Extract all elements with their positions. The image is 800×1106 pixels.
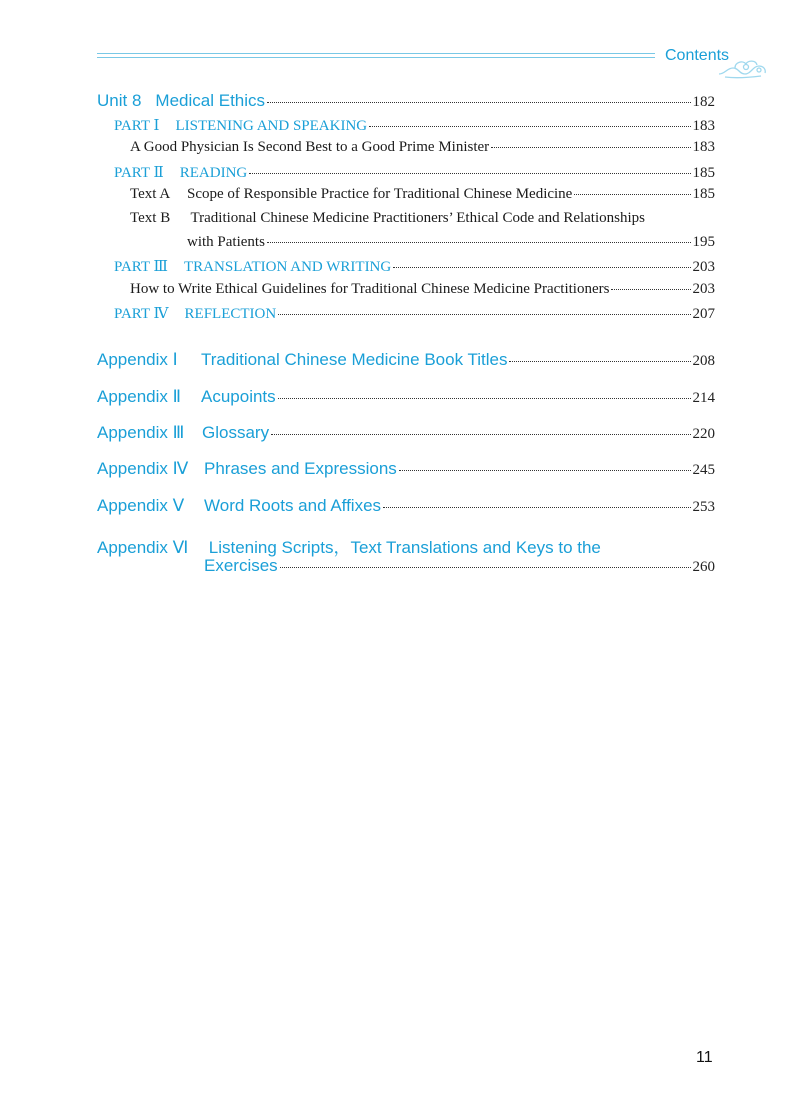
page-ref: 182 — [692, 94, 715, 110]
toc-appendix-6-continued[interactable] — [204, 556, 715, 580]
page-ref: 208 — [692, 353, 715, 369]
text-label: Text A — [130, 186, 171, 202]
toc-item-good-physician[interactable] — [130, 139, 715, 163]
appendix-title: Acupoints — [201, 387, 276, 406]
appendix-title: Listening Scripts，Text Translations and Keys to the — [208, 538, 601, 557]
appendix-title: Glossary — [202, 423, 270, 442]
item-title: Traditional Chinese Medicine Practitioners’ Ethical Code and Relationships — [190, 210, 645, 226]
toc-appendix-1[interactable] — [97, 350, 715, 374]
page-ref: 220 — [692, 426, 715, 442]
leader-dots — [267, 102, 690, 103]
toc-appendix-3[interactable] — [97, 423, 715, 447]
text-label: Text B — [130, 210, 171, 226]
part-title: LISTENING AND SPEAKING — [175, 118, 368, 134]
running-header — [97, 44, 777, 84]
leader-dots — [393, 267, 690, 268]
leader-dots — [574, 194, 690, 195]
unit-label: Unit 8 — [97, 91, 142, 110]
item-title-continued: with Patients — [187, 234, 265, 250]
appendix-label: Appendix Ⅵ — [97, 538, 189, 557]
appendix-label: Appendix Ⅱ — [97, 387, 181, 406]
part-label: PART Ⅳ — [114, 306, 169, 322]
page-ref: 253 — [692, 499, 715, 515]
appendix-label: Appendix Ⅲ — [97, 423, 185, 442]
leader-dots — [278, 314, 690, 315]
toc-text-b[interactable] — [130, 210, 645, 227]
leader-dots — [369, 126, 690, 127]
toc-appendix-5[interactable] — [97, 496, 715, 520]
leader-dots — [399, 470, 691, 471]
header-rule — [97, 57, 655, 58]
part-title: TRANSLATION AND WRITING — [184, 259, 392, 275]
part-label: PART Ⅰ — [114, 118, 160, 134]
appendix-label: Appendix Ⅴ — [97, 496, 185, 515]
toc-part-4[interactable] — [114, 304, 715, 328]
leader-dots — [249, 173, 690, 174]
item-title: A Good Physician Is Second Best to a Good Prime Minister — [130, 139, 490, 155]
appendix-title: Phrases and Expressions — [204, 459, 397, 478]
toc-unit-8[interactable] — [97, 91, 715, 115]
header-rule — [97, 53, 655, 54]
item-title: How to Write Ethical Guidelines for Traditional Chinese Medicine Practitioners — [130, 281, 610, 297]
appendix-title: Word Roots and Affixes — [204, 496, 382, 515]
page-ref: 183 — [692, 139, 715, 155]
leader-dots — [383, 507, 690, 508]
toc-part-3[interactable] — [114, 257, 715, 281]
page-ref: 203 — [692, 259, 715, 275]
page-ref: 203 — [692, 281, 715, 297]
toc-item-ethical-guidelines[interactable] — [130, 281, 715, 305]
page-ref: 260 — [692, 559, 715, 575]
unit-title: Medical Ethics — [155, 91, 266, 110]
part-label: PART Ⅱ — [114, 165, 164, 181]
appendix-title: Traditional Chinese Medicine Book Titles — [201, 350, 508, 369]
part-title: READING — [179, 165, 248, 181]
leader-dots — [271, 434, 690, 435]
cloud-ornament-icon — [715, 56, 769, 80]
page-ref: 185 — [692, 165, 715, 181]
page-ref: 214 — [692, 390, 715, 406]
page-ref: 195 — [692, 234, 715, 250]
appendix-label: Appendix Ⅳ — [97, 459, 189, 478]
page-ref: 183 — [692, 118, 715, 134]
leader-dots — [491, 147, 690, 148]
toc-appendix-4[interactable] — [97, 459, 715, 483]
toc-appendix-2[interactable] — [97, 387, 715, 411]
toc-part-1[interactable] — [114, 116, 715, 140]
leader-dots — [611, 289, 690, 290]
toc-part-2[interactable] — [114, 163, 715, 187]
part-title: REFLECTION — [184, 306, 277, 322]
leader-dots — [267, 242, 691, 243]
leader-dots — [280, 567, 691, 568]
page-ref: 207 — [692, 306, 715, 322]
leader-dots — [278, 398, 691, 399]
appendix-title-continued: Exercises — [204, 556, 278, 575]
toc-text-b-continued[interactable] — [187, 234, 715, 258]
toc-text-a[interactable] — [130, 186, 715, 210]
part-label: PART Ⅲ — [114, 259, 169, 275]
appendix-label: Appendix Ⅰ — [97, 350, 178, 369]
toc-appendix-6[interactable] — [97, 533, 601, 558]
item-title: Scope of Responsible Practice for Traditional Chinese Medicine — [187, 186, 573, 202]
page-ref: 185 — [692, 186, 715, 202]
page-ref: 245 — [692, 462, 715, 478]
header-title: Contents — [665, 47, 730, 64]
page-number: 11 — [696, 1049, 713, 1066]
leader-dots — [509, 361, 690, 362]
